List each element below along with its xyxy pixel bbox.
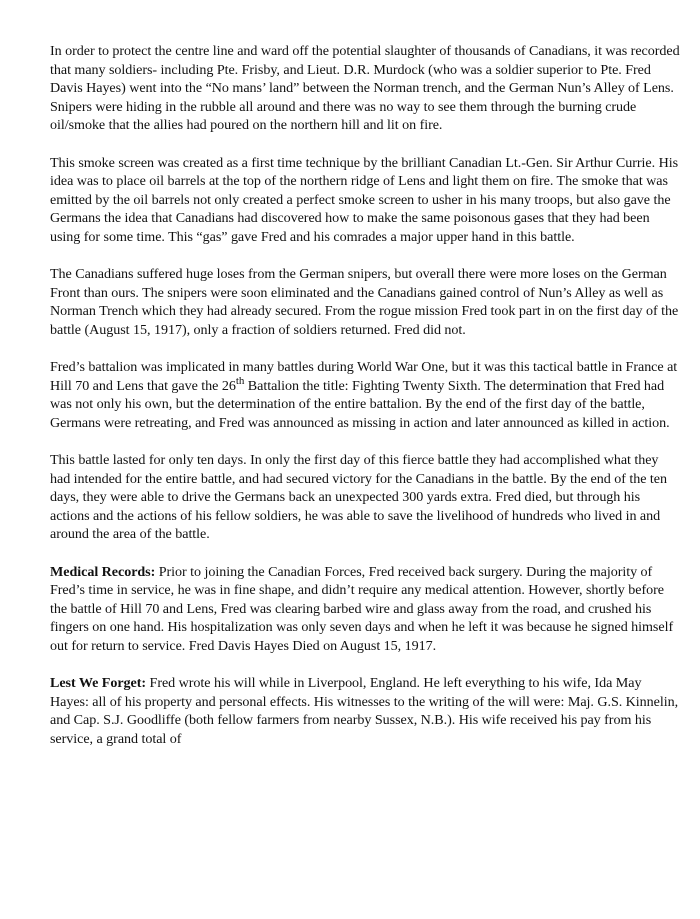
document-body (50, 42, 680, 767)
lest-we-forget-text: Fred wrote his will while in Liverpool, England. He left everything to his wife, Ida May Hayes: all of his property and personal effects. His witnesses to the writing of the will were: Maj. G.S. Kinnelin, and Cap. S.J. Goodliffe (both fellow farmers from nearby Sussex, N.B.). His wife received his pay from his service, a grand total of (50, 675, 679, 747)
paragraph-losses: The Canadians suffered huge loses from the German snipers, but overall there were more loses on the German Front than ours. The snipers were soon eliminated and the Canadians gained control of Nun’s Alley as well as Norman Trench which they had already secured. From the rogue mission Fred took part in on the first day of the battle (August 15, 1917), only a fraction of soldiers returned. Fred did not. (50, 266, 679, 338)
paragraph-battle-duration: This battle lasted for only ten days. In only the first day of this fierce battle they had accomplished what they had intended for the entire battle, and had secured victory for the Canadians in the battle. By the end of the ten days, they were able to drive the Germans back an unexpected 300 yards extra. Fred died, but through his actions and the actions of his fellow soldiers, he was able to save the livelihood of hundreds who lived in and around the area of the battle. (50, 452, 667, 543)
medical-records-text: Prior to joining the Canadian Forces, Fred received back surgery. During the majority of Fred’s time in service, he was in fine shape, and didn’t require any medical attention. However, shortly before the battle of Hill 70 and Lens, Fred was clearing barbed wire and glass away from the road, and crushed his fingers on one hand. His hospitalization was only seven days and when he left it was because he signed himself out for return to service. Fred Davis Hayes Died on August 15, 1917. (50, 563, 674, 654)
medical-records-heading: Medical Records: (50, 563, 156, 580)
battalion-text-before: Fred’s battalion was implicated in many battles during World War One, but it was this tactical battle in France at Hill 70 and Lens that gave the 26 (50, 359, 678, 394)
ordinal-superscript: th (235, 374, 245, 387)
paragraph-battalion (50, 358, 680, 432)
paragraph-lest-we-forget (50, 674, 680, 748)
lest-we-forget-heading: Lest We Forget: (50, 675, 147, 692)
paragraph-smoke-screen: This smoke screen was created as a first time technique by the brilliant Canadian Lt.-Gen. Sir Arthur Currie. His idea was to place oil barrels at the top of the northern ridge of Lens and light them on fire. The smoke that was emitted by the oil barrels not only created a perfect smoke screen to usher in his many troops, but also gave the Germans the idea that Canadians had discovered how to make the same poisonous gases that they had been using for some time. This “gas” gave Fred and his comrades a major upper hand in this battle. (50, 154, 678, 245)
paragraph-sniper-mission: In order to protect the centre line and ward off the potential slaughter of thousands of Canadians, it was recorded that many soldiers- including Pte. Frisby, and Lieut. D.R. Murdock (who was a soldier superior to Pte. Fred Davis Hayes) went into the “No mans’ land” between the Norman trench, and the German Nun’s Alley of Lens. Snipers were hiding in the rubble all around and there was no way to see them through the burning crude oil/smoke that the allies had poured on the northern hill and lit on fire. (50, 43, 680, 134)
paragraph-medical-records (50, 563, 680, 656)
battalion-text-after: Battalion the title: Fighting Twenty Sixth. The determination that Fred had was not only his own, but the determination of the entire battalion. By the end of the first day of the battle, Germans were retreating, and Fred was announced as missing in action and later announced as killed in action. (50, 377, 670, 431)
